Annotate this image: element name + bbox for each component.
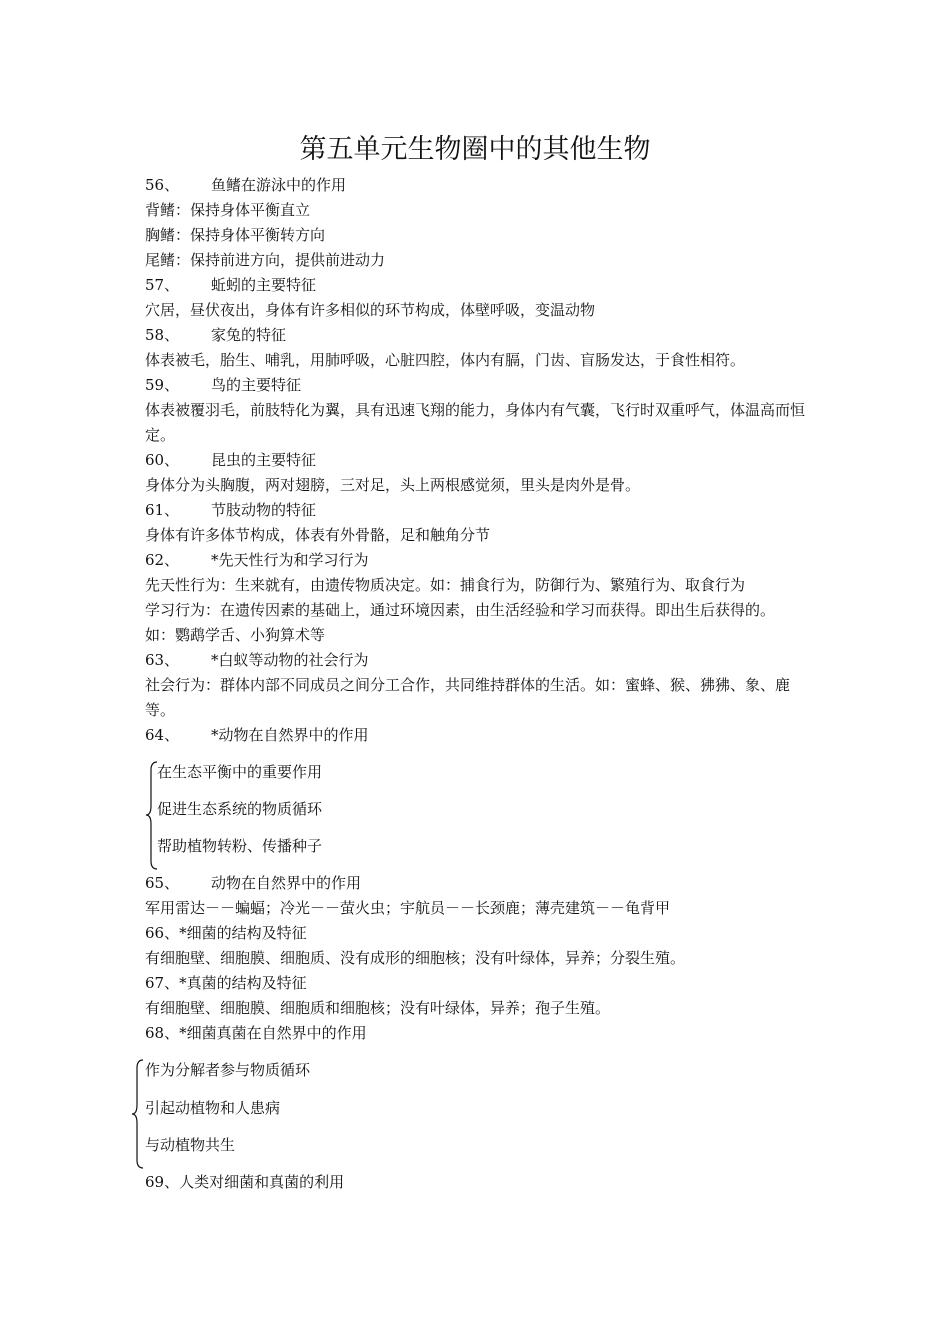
brace-list-68 (145, 1058, 815, 1170)
page-title: 第五单元生物圈中的其他生物 (299, 134, 651, 165)
section-heading-57: 57、 蚯蚓的主要特征 (145, 276, 317, 294)
text-line: 如：鹦鹉学舌、小狗算术等 (145, 626, 326, 644)
text-line: 身体分为头胸腹，两对翅膀，三对足，头上两根感觉须，里头是肉外是骨。 (145, 476, 641, 494)
text-line: 尾鳍：保持前进方向，提供前进动力 (145, 251, 386, 269)
list-item: 作为分解者参与物质循环 (145, 1061, 311, 1079)
section-heading-56: 56、 鱼鳍在游泳中的作用 (145, 176, 347, 194)
list-item: 促进生态系统的物质循环 (157, 800, 323, 818)
document-body (145, 173, 815, 1195)
text-line: 有细胞壁、细胞膜、细胞质和细胞核；没有叶绿体，异养；孢子生殖。 (145, 999, 611, 1017)
section-heading-68: 68、*细菌真菌在自然界中的作用 (145, 1024, 367, 1042)
text-paragraph: 体表被覆羽毛，前肢特化为翼，具有迅速飞翔的能力，身体内有气囊，飞行时双重呼气，体温高而恒定。 (145, 401, 806, 444)
text-paragraph: 社会行为：群体内部不同成员之间分工合作，共同维持群体的生活。如：蜜蜂、猴、狒狒、象、鹿等。 (145, 676, 791, 719)
curly-brace-icon (131, 1058, 145, 1170)
list-item: 帮助植物转粉、传播种子 (157, 837, 323, 855)
text-line: 军用雷达－－蝙蝠；冷光－－萤火虫；宇航员－－长颈鹿；薄壳建筑－－龟背甲 (145, 899, 671, 917)
list-item: 引起动植物和人患病 (145, 1099, 281, 1117)
section-heading-63: 63、 *白蚁等动物的社会行为 (145, 651, 369, 669)
text-line: 有细胞壁、细胞膜、细胞质、没有成形的细胞核；没有叶绿体，异养；分裂生殖。 (145, 949, 686, 967)
text-line: 身体有许多体节构成，体表有外骨骼，足和触角分节 (145, 526, 491, 544)
section-heading-69: 69、人类对细菌和真菌的利用 (145, 1173, 345, 1191)
brace-list-64 (145, 760, 815, 871)
section-heading-62: 62、 *先天性行为和学习行为 (145, 551, 369, 569)
section-heading-58: 58、 家兔的特征 (145, 326, 287, 344)
text-line: 先天性行为：生来就有，由遗传物质决定。如：捕食行为，防御行为、繁殖行为、取食行为 (145, 576, 746, 594)
list-item: 在生态平衡中的重要作用 (157, 763, 323, 781)
section-heading-66: 66、*细菌的结构及特征 (145, 924, 307, 942)
section-heading-59: 59、 鸟的主要特征 (145, 376, 302, 394)
section-heading-60: 60、 昆虫的主要特征 (145, 451, 317, 469)
list-item: 与动植物共生 (145, 1136, 236, 1154)
text-line: 背鳍：保持身体平衡直立 (145, 201, 311, 219)
section-heading-61: 61、 节肢动物的特征 (145, 501, 317, 519)
section-heading-67: 67、*真菌的结构及特征 (145, 974, 307, 992)
section-heading-64: 64、 *动物在自然界中的作用 (145, 726, 369, 744)
text-line: 穴居，昼伏夜出，身体有许多相似的环节构成，体壁呼吸，变温动物 (145, 301, 596, 319)
section-heading-65: 65、 动物在自然界中的作用 (145, 874, 362, 892)
text-line: 胸鳍：保持身体平衡转方向 (145, 226, 326, 244)
text-line: 学习行为：在遗传因素的基础上，通过环境因素，由生活经验和学习而获得。即出生后获得的。 (145, 601, 776, 619)
text-line: 体表被毛，胎生、哺乳，用肺呼吸，心脏四腔，体内有膈，门齿、盲肠发达，于食性相符。 (145, 351, 746, 369)
